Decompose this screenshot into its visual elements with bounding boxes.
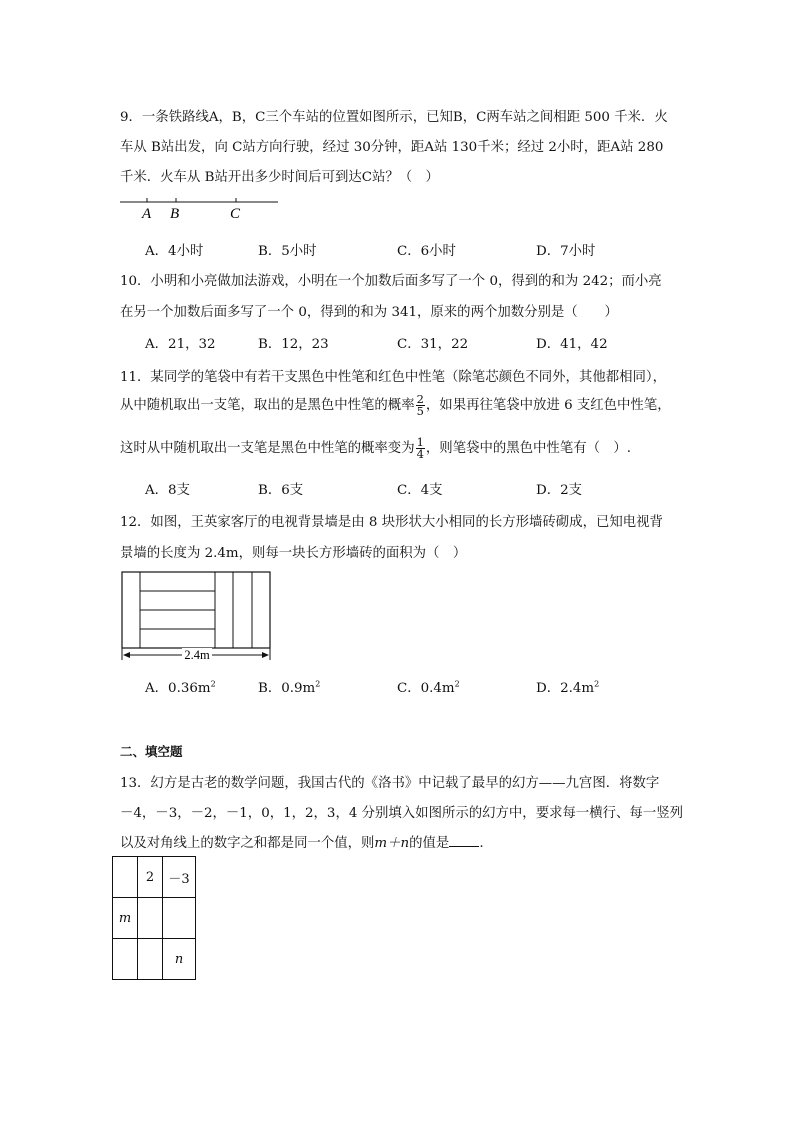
station-c-label: C [230, 206, 241, 222]
q10-line-1: 10．小明和小亮做加法游戏，小明在一个加数后面多写了一个 0，得到的和为 242；而小亮 [120, 274, 662, 289]
q11-line-3 [120, 437, 631, 460]
q12-option-c [397, 677, 460, 696]
q12-line-1: 12．如图，王英家客厅的电视背景墙是由 8 块形状大小相同的长方形墙砖砌成，已知电视背 [120, 515, 663, 530]
q11-line-2-text-a: 从中随机取出一支笔，取出的是黑色中性笔的概率 [120, 398, 415, 413]
q10-option-d: D．41，42 [536, 337, 608, 352]
q12-option-a [145, 677, 216, 696]
dimension-label: 2.4m [184, 648, 210, 662]
dimension-arrow-left [123, 652, 130, 658]
q12-line-2: 景墙的长度为 2.4m，则每一块长方形墙砖的面积为（ ） [120, 546, 467, 561]
q11-option-a: A．8支 [145, 483, 190, 498]
q11-fraction-1-denominator: 5 [416, 404, 424, 418]
answer-blank [449, 834, 479, 847]
q13-line-3-text-a: 以及对角线上的数字之和都是同一个值，则 [120, 836, 375, 851]
q11-option-d: D．2支 [536, 483, 583, 498]
q9-option-b: B．5小时 [258, 244, 317, 259]
grid-cell [138, 939, 163, 980]
q9-option-a: A．4小时 [145, 244, 204, 259]
q12-option-b-sup: 2 [315, 679, 321, 689]
q12-option-c-sup: 2 [454, 679, 460, 689]
q11-fraction-1-numerator: 2 [416, 392, 424, 406]
grid-cell-n: n [163, 939, 196, 980]
section-title: 二、填空题 [120, 744, 183, 759]
grid-cell: 2 [138, 857, 163, 898]
q13-line-3-text-b: 的值是 [409, 836, 450, 851]
grid-cell-m: m [113, 898, 138, 939]
q12-option-b-text: B．0.9m [258, 681, 316, 696]
q9-option-d: D．7小时 [536, 244, 596, 259]
q9-line-2: 车从 B站出发，向 C站方向行驶，经过 30分钟，距A站 130千米；经过 2小时，距A站 280 [120, 140, 664, 155]
grid-cell [113, 857, 138, 898]
q13-line-1: 13．幻方是古老的数学问题，我国古代的《洛书》中记载了最早的幻方——九宫图．将数字 [120, 776, 660, 791]
grid-cell: －3 [163, 857, 196, 898]
q13-line-2: －4，－3，－2，－1，0，1，2，3，4 分别填入如图所示的幻方中，要求每一横行、每一竖列 [120, 806, 683, 821]
q12-option-b [258, 677, 320, 696]
q9-option-c: C．6小时 [397, 244, 456, 259]
station-a-label: A [142, 206, 152, 222]
q10-option-c: C．31，22 [397, 337, 469, 352]
q12-option-d-sup: 2 [594, 679, 600, 689]
q11-fraction-2 [416, 437, 425, 460]
q13-line-3 [120, 832, 484, 851]
q12-option-d-text: D．2.4m [536, 681, 595, 696]
grid-cell [113, 939, 138, 980]
q11-option-b: B．6支 [258, 483, 304, 498]
q11-fraction-2-denominator: 4 [416, 447, 424, 461]
q13-line-3-text-c: . [479, 836, 484, 851]
dimension-arrow-right [262, 652, 269, 658]
magic-square-grid [112, 856, 196, 980]
q11-line-2 [120, 394, 671, 417]
q11-line-1: 11．某同学的笔袋中有若干支黑色中性笔和红色中性笔（除笔芯颜色不同外，其他都相同）， [120, 370, 666, 385]
q11-line-3-text-b: ，则笔袋中的黑色中性笔有（ ）. [425, 441, 632, 456]
q9-line-3: 千米．火车从 B站开出多少时间后可到达C站？（ ） [120, 170, 439, 185]
q12-option-a-text: A．0.36m [145, 681, 211, 696]
q11-fraction-2-numerator: 1 [416, 435, 424, 449]
grid-cell [138, 898, 163, 939]
q11-line-3-text-a: 这时从中随机取出一支笔是黑色中性笔的概率变为 [120, 441, 415, 456]
q13-expression: m＋n [374, 836, 410, 851]
q11-line-2-text-b: ，如果再往笔袋中放进 6 支红色中性笔， [425, 398, 671, 413]
grid-cell [163, 898, 196, 939]
q10-option-b: B．12，23 [258, 337, 329, 352]
q12-option-a-sup: 2 [210, 679, 216, 689]
q10-option-a: A．21，32 [145, 337, 216, 352]
railway-figure [118, 192, 288, 226]
station-b-label: B [170, 206, 180, 222]
q10-line-2: 在另一个加数后面多写了一个 0，得到的和为 341，原来的两个加数分别是（ ） [120, 305, 618, 320]
q9-line-1: 9．一条铁路线A，B，C三个车站的位置如图所示，已知B，C两车站之间相距 500 千米．火 [120, 110, 668, 125]
q12-option-d [536, 677, 599, 696]
tv-wall-figure [118, 568, 276, 662]
q11-option-c: C．4支 [397, 483, 443, 498]
q11-fraction-1 [416, 394, 425, 417]
q12-option-c-text: C．0.4m [397, 681, 455, 696]
